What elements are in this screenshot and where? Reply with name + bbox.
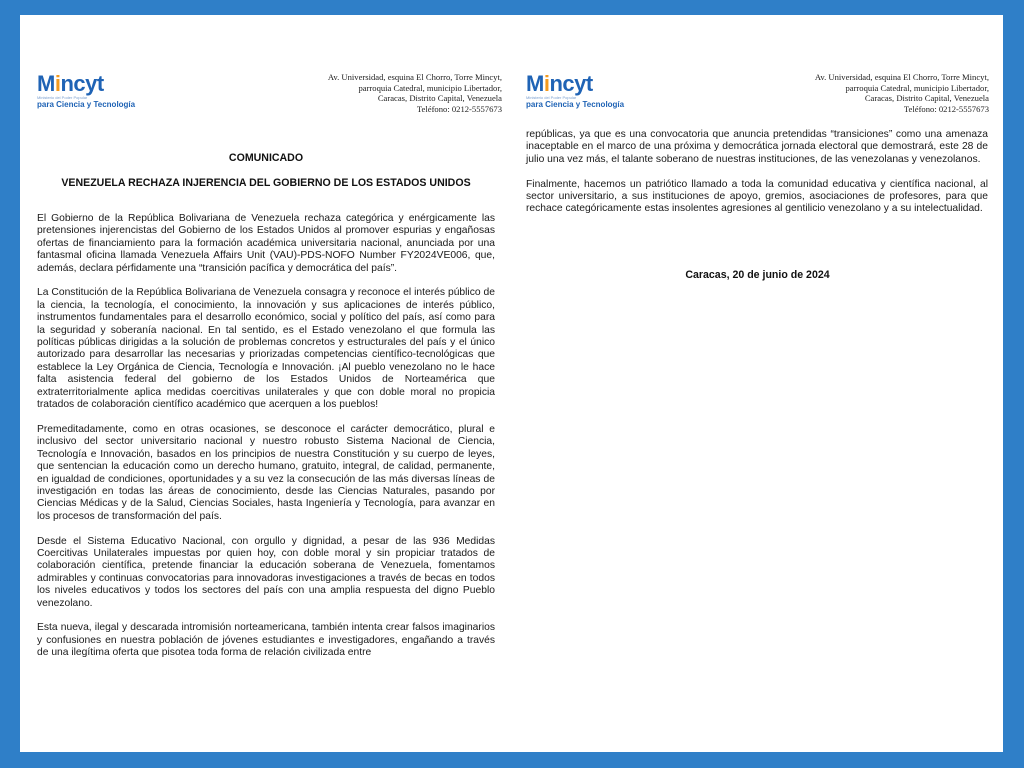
mincyt-logo [37,72,147,112]
document-sheet [20,15,1003,752]
address-line: Av. Universidad, esquina El Chorro, Torre Mincyt, [327,72,502,82]
paragraph: Finalmente, hacemos un patriótico llamado a toda la comunidad educativa y científica nacional, al sector universitario, a sus instituciones de apoyo, gremios, asociaciones de profesores, para que rechace categóricamente estas insolentes agresiones al gentilicio venezolano y a su intelectualidad. [526,178,988,215]
letterhead-address [272,72,502,114]
paragraph: Premeditadamente, como en otras ocasiones, se desconoce el carácter democrático, plural e inclusivo del sector universitario nacional y nuestro robusto Sistema Nacional de Ciencia, Tecnología e Innovación, basados en los principios de nuestra Constitución y su cuerpo de leyes, que sentencian la educación como un derecho humano, gratuito, integral, de calidad, permanente, en igualdad de condiciones, oportunidades y a su vez la consecución de las más diversas líneas de investigación en todas las áreas de conocimiento, desde las Ciencias Naturales, pasando por Ciencias Médicas y de la Salud, Ciencias Sociales, hasta Ingeniería y Tecnología, para avanzar en los procesos de transformación del país. [37,423,495,522]
address-line: parroquia Catedral, municipio Libertador, [358,82,502,93]
address-line: Teléfono: 0212-5557673 [903,103,989,114]
address-line: Caracas, Distrito Capital, Venezuela [864,93,989,103]
paragraph: Desde el Sistema Educativo Nacional, con orgullo y dignidad, a pesar de las 936 Medidas Coercitivas Unilaterales impuestas por quien hoy, con doble moral y sin propiciar tratados de colaboración científica, pretende financiar la educación soberana de Venezuela, fomentamos admirables y continuas convocatorias para innovadoras investigaciones a través de becas en todos los niveles educativos y todos los sectores del país con una amplia respuesta del digno Pueblo venezolano. [37,535,495,609]
address-line: Av. Universidad, esquina El Chorro, Torre Mincyt, [814,72,989,82]
page-1-body [37,213,495,672]
address-line: parroquia Catedral, municipio Libertador, [845,82,989,93]
page-1 [20,15,512,752]
document-heading: COMUNICADO [228,152,304,164]
address-line: Caracas, Distrito Capital, Venezuela [377,93,502,103]
logo-micro-text: Ministerio del Poder Popular [526,95,577,100]
logo-wordmark: Mincyt [526,71,593,96]
logo-tagline: para Ciencia y Tecnología [37,100,136,109]
closing-date: Caracas, 20 de junio de 2024 [685,269,830,281]
paragraph: repúblicas, ya que es una convocatoria que anuncia pretendidas “transiciones” como una amenaza inaceptable en el marco de una próxima y democrática jornada electoral que demostrará, este 28 de julio una vez más, el talante soberano de nuestras instituciones, de las venezolanas y venezolanos. [526,129,988,165]
letterhead-address [759,72,989,114]
logo-wordmark: Mincyt [37,71,104,96]
logo-micro-text: Ministerio del Poder Popular [37,95,88,100]
paragraph: El Gobierno de la República Bolivariana de Venezuela rechaza categórica y enérgicamente las pretensiones injerencistas del Gobierno de los Estados Unidos al promover espurias y engañosas ofertas de financiamiento para la formación académica universitaria nacional, anunciada por una fantasmal oficina llamada Venezuela Affairs Unit (VAU)-PDS-NOFO Number FY2024VE006, que, además, declara pérfidamente una “transición pacífica y democrática del país”. [37,213,495,274]
paragraph: La Constitución de la República Bolivariana de Venezuela consagra y reconoce el interés público de la ciencia, la tecnología, el conocimiento, la innovación y sus aplicaciones de interés público, instrumentos fundamentales para el desarrollo económico, social y político del país, así como para la seguridad y soberanía nacional. En tal sentido, es el Estado venezolano el que formula las políticas públicas dirigidas a la solución de problemas concretos y estructurales del país y el único autorizado para desarrollar las necesarias y priorizadas competencias científico-tecnológicas que establece la Ley Orgánica de Ciencia, Tecnología e Innovación. ¡Al pueblo venezolano no le hace falta asistencia federal del gobierno de los Estados Unidos de Norteamérica que extraterritorialmente aplica medidas coercitivas unilaterales y que con doble moral no propicia tratados de colaboración científico académico que acerquen a los pueblos! [37,287,495,411]
logo-tagline: para Ciencia y Tecnología [526,100,625,109]
address-line: Teléfono: 0212-5557673 [416,103,502,114]
mincyt-logo [526,72,636,112]
page-2-body [526,129,988,228]
paragraph: Esta nueva, ilegal y descarada intromisión norteamericana, también intenta crear falsos imaginarios y confusiones en nuestra población de jóvenes estudiantes e investigadores, engañando a través de una ilegítima oferta que pisotea toda forma de relación civilizada entre [37,622,495,659]
document-subheading: VENEZUELA RECHAZA INJERENCIA DEL GOBIERNO DE LOS ESTADOS UNIDOS [61,177,471,189]
page-2 [512,15,1003,752]
